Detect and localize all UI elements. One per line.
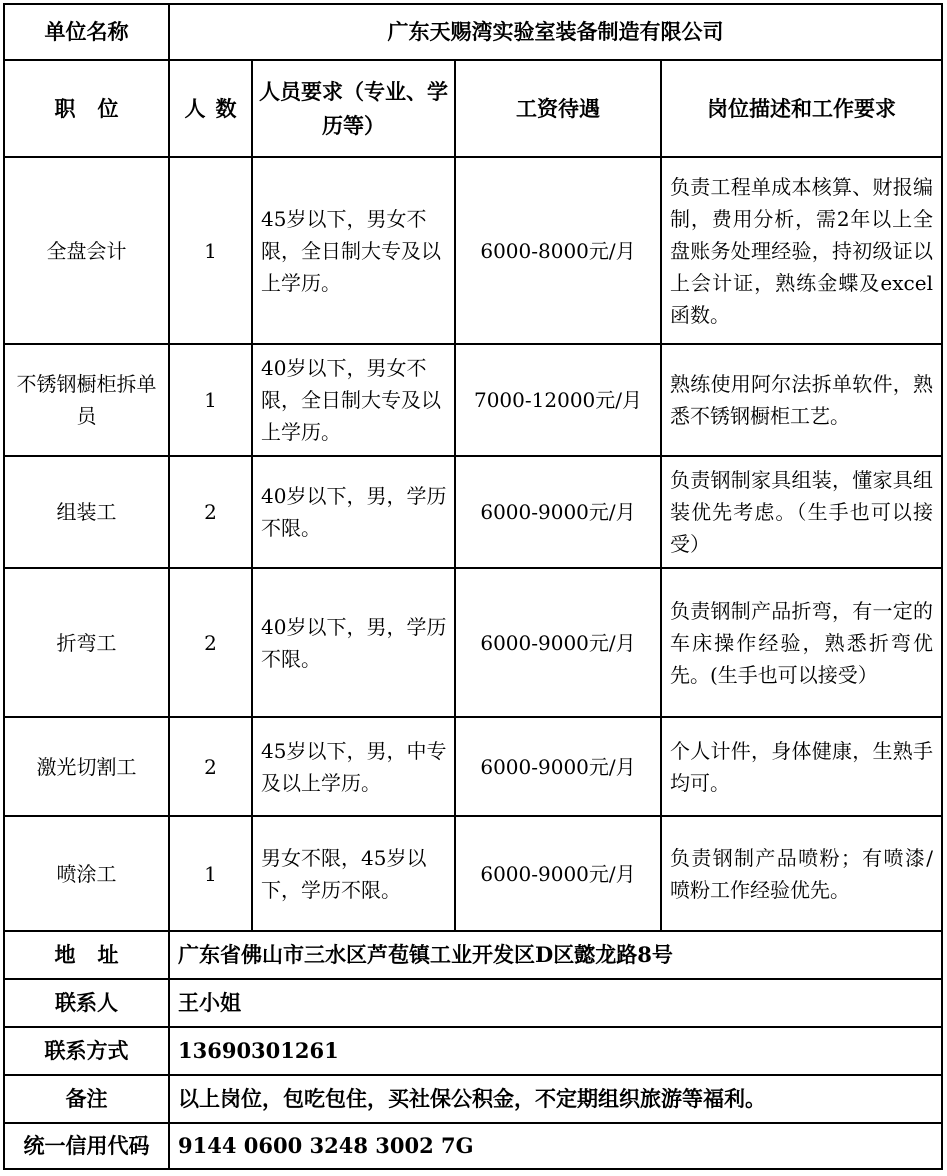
row-salary: 6000-9000元/月 bbox=[455, 717, 661, 816]
table-row bbox=[4, 568, 942, 717]
row-position: 喷涂工 bbox=[4, 816, 169, 931]
row-requirements: 40岁以下，男，学历不限。 bbox=[252, 568, 455, 717]
address-value: 广东省佛山市三水区芦苞镇工业开发区D区懿龙路8号 bbox=[169, 931, 942, 979]
contact-person-value: 王小姐 bbox=[169, 979, 942, 1027]
header-row bbox=[4, 60, 942, 157]
row-salary: 7000-12000元/月 bbox=[455, 344, 661, 456]
row-requirements: 40岁以下，男，学历不限。 bbox=[252, 456, 455, 568]
contact-phone-value: 13690301261 bbox=[169, 1027, 942, 1075]
header-requirements: 人员要求（专业、学历等） bbox=[252, 60, 455, 157]
table-row bbox=[4, 157, 942, 344]
row-position: 组装工 bbox=[4, 456, 169, 568]
row-requirements: 男女不限，45岁以下，学历不限。 bbox=[252, 816, 455, 931]
company-row bbox=[4, 4, 942, 60]
row-count: 2 bbox=[169, 456, 252, 568]
row-position: 全盘会计 bbox=[4, 157, 169, 344]
row-requirements: 45岁以下，男女不限，全日制大专及以上学历。 bbox=[252, 157, 455, 344]
row-salary: 6000-9000元/月 bbox=[455, 568, 661, 717]
credit-code-label: 统一信用代码 bbox=[4, 1123, 169, 1169]
row-requirements: 45岁以下，男，中专及以上学历。 bbox=[252, 717, 455, 816]
row-count: 1 bbox=[169, 157, 252, 344]
contact-phone-row bbox=[4, 1027, 942, 1075]
row-count: 1 bbox=[169, 816, 252, 931]
credit-code-row bbox=[4, 1123, 942, 1169]
row-salary: 6000-9000元/月 bbox=[455, 456, 661, 568]
address-row bbox=[4, 931, 942, 979]
address-label: 地址 bbox=[4, 931, 169, 979]
row-position: 不锈钢橱柜拆单员 bbox=[4, 344, 169, 456]
header-description: 岗位描述和工作要求 bbox=[661, 60, 942, 157]
row-description: 负责钢制家具组装，懂家具组装优先考虑。（生手也可以接受） bbox=[661, 456, 942, 568]
table-row bbox=[4, 456, 942, 568]
header-position: 职位 bbox=[4, 60, 169, 157]
row-salary: 6000-9000元/月 bbox=[455, 816, 661, 931]
row-position: 激光切割工 bbox=[4, 717, 169, 816]
row-position: 折弯工 bbox=[4, 568, 169, 717]
contact-person-label: 联系人 bbox=[4, 979, 169, 1027]
header-salary: 工资待遇 bbox=[455, 60, 661, 157]
row-description: 负责钢制产品喷粉；有喷漆/喷粉工作经验优先。 bbox=[661, 816, 942, 931]
company-label: 单位名称 bbox=[4, 4, 169, 60]
company-name: 广东天赐湾实验室装备制造有限公司 bbox=[169, 4, 942, 60]
row-requirements: 40岁以下，男女不限，全日制大专及以上学历。 bbox=[252, 344, 455, 456]
row-description: 个人计件，身体健康，生熟手均可。 bbox=[661, 717, 942, 816]
table-row bbox=[4, 816, 942, 931]
row-count: 2 bbox=[169, 717, 252, 816]
remarks-row bbox=[4, 1075, 942, 1123]
remarks-label: 备注 bbox=[4, 1075, 169, 1123]
row-description: 负责工程单成本核算、财报编制，费用分析，需2年以上全盘账务处理经验，持初级证以上会计证，熟练金蝶及excel函数。 bbox=[661, 157, 942, 344]
table-row bbox=[4, 717, 942, 816]
job-listing-table bbox=[3, 3, 943, 1170]
credit-code-value: 9144 0600 3248 3002 7G bbox=[169, 1123, 942, 1169]
row-salary: 6000-8000元/月 bbox=[455, 157, 661, 344]
row-count: 1 bbox=[169, 344, 252, 456]
contact-phone-label: 联系方式 bbox=[4, 1027, 169, 1075]
header-count: 人数 bbox=[169, 60, 252, 157]
row-count: 2 bbox=[169, 568, 252, 717]
row-description: 负责钢制产品折弯，有一定的车床操作经验，熟悉折弯优先。(生手也可以接受） bbox=[661, 568, 942, 717]
remarks-value: 以上岗位，包吃包住，买社保公积金，不定期组织旅游等福利。 bbox=[169, 1075, 942, 1123]
row-description: 熟练使用阿尔法拆单软件，熟悉不锈钢橱柜工艺。 bbox=[661, 344, 942, 456]
contact-person-row bbox=[4, 979, 942, 1027]
table-row bbox=[4, 344, 942, 456]
